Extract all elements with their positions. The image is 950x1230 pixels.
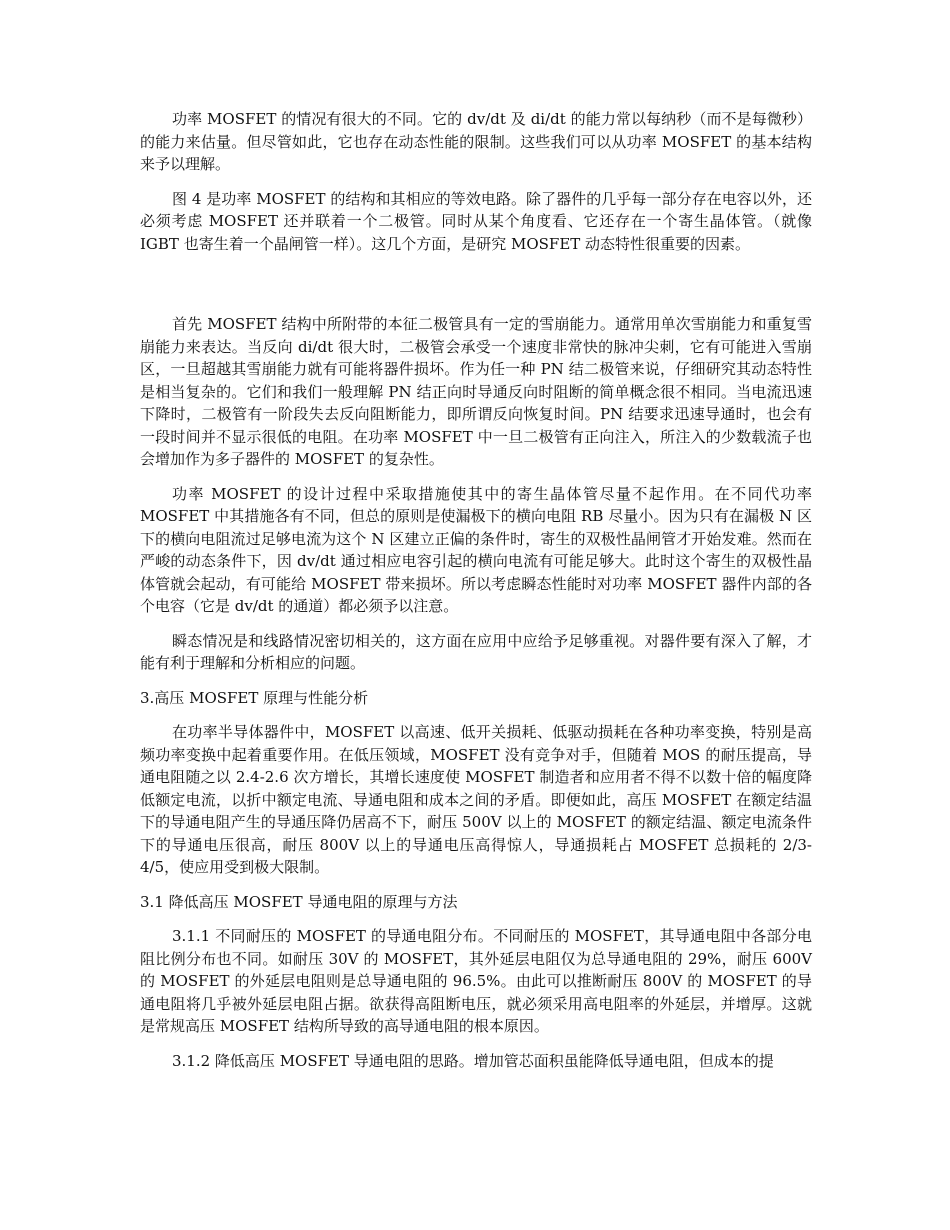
section-heading-3: 3.高压 MOSFET 原理与性能分析 <box>140 688 369 707</box>
paragraph-figure-4: 图 4 是功率 MOSFET 的结构和其相应的等效电路。除了器件的几乎每一部分存在电容以外，还必须考虑 MOSFET 还并联着一个二极管。同时从某个角度看、它还存在一个寄生晶体管。（就像 IGBT 也寄生着一个晶闸管一样）。这几个方面，是研究 MOSFET 动态特性很重要的因素。 <box>140 189 812 253</box>
paragraph-3-1-1: 3.1.1 不同耐压的 MOSFET 的导通电阻分布。不同耐压的 MOSFET，其导通电阻中各部分电阻比例分布也不同。如耐压 30V 的 MOSFET，其外延层电阻仅为总导通电阻的 29%，耐压 600V 的 MOSFET 的外延层电阻则是总导通电阻的 96.5%。由此可以推断耐压 800V 的 MOSFET 的导通电阻将几乎被外延层电阻占据。欲获得高阻断电压，就必须采用高电阻率的外延层，并增厚。这就是常规高压 MOSFET 结构所导致的高导通电阻的根本原因。 <box>140 927 812 1035</box>
paragraph-body-diode: 首先 MOSFET 结构中所附带的本征二极管具有一定的雪崩能力。通常用单次雪崩能力和重复雪崩能力来表达。当反向 di/dt 很大时，二极管会承受一个速度非常快的脉冲尖刺，它有可能进入雪崩区，一旦超越其雪崩能力就有可能将器件损坏。作为任一种 PN 结二极管来说，仔细研究其动态特性是相当复杂的。它们和我们一般理解 PN 结正向时导通反向时阻断的简单概念很不相同。当电流迅速下降时，二极管有一阶段失去反向阻断能力，即所谓反向恢复时间。PN 结要求迅速导通时，也会有一段时间并不显示很低的电阻。在功率 MOSFET 中一旦二极管有正向注入，所注入的少数载流子也会增加作为多子器件的 MOSFET 的复杂性。 <box>140 315 812 468</box>
document-body <box>140 108 812 1084</box>
paragraph-parasitic-transistor: 功率 MOSFET 的设计过程中采取措施使其中的寄生晶体管尽量不起作用。在不同代功率 MOSFET 中其措施各有不同，但总的原则是使漏极下的横向电阻 RB 尽量小。因为只有在漏极 N 区下的横向电阻流过足够电流为这个 N 区建立正偏的条件时，寄生的双极性晶闸管才开始发难。然而在严峻的动态条件下，因 dv/dt 通过相应电容引起的横向电流有可能足够大。此时这个寄生的双极性晶体管就会起动，有可能给 MOSFET 带来损坏。所以考虑瞬态性能时对功率 MOSFET 器件内部的各个电容（它是 dv/dt 的通道）都必须予以注意。 <box>140 484 812 615</box>
paragraph-3-1-2: 3.1.2 降低高压 MOSFET 导通电阻的思路。增加管芯面积虽能降低导通电阻，但成本的提 <box>172 1051 774 1070</box>
paragraph-dynamic-intro: 功率 MOSFET 的情况有很大的不同。它的 dv/dt 及 di/dt 的能力常以每纳秒（而不是每微秒）的能力来估量。但尽管如此，它也存在动态性能的限制。这些我们可以从功率 MOSFET 的基本结构来予以理解。 <box>140 110 812 173</box>
paragraph-transient: 瞬态情况是和线路情况密切相关的，这方面在应用中应给予足够重视。对器件要有深入了解，才能有利于理解和分析相应的问题。 <box>140 631 812 672</box>
spacer <box>140 267 812 313</box>
section-heading-3-1: 3.1 降低高压 MOSFET 导通电阻的原理与方法 <box>140 892 458 911</box>
paragraph-high-voltage-mosfet: 在功率半导体器件中，MOSFET 以高速、低开关损耗、低驱动损耗在各种功率变换，特别是高频功率变换中起着重要作用。在低压领域，MOSFET 没有竞争对手，但随着 MOS 的耐压提高，导通电阻随之以 2.4-2.6 次方增长，其增长速度使 MOSFET 制造者和应用者不得不以数十倍的幅度降低额定电流，以折中额定电流、导通电阻和成本之间的矛盾。即便如此，高压 MOSFET 在额定结温下的导通电阻产生的导通压降仍居高不下，耐压 500V 以上的 MOSFET 的额定结温、额定电流条件下的导通电压很高，耐压 800V 以上的导通电压高得惊人，导通损耗占 MOSFET 总损耗的 2/3-4/5，使应用受到极大限制。 <box>140 723 812 876</box>
